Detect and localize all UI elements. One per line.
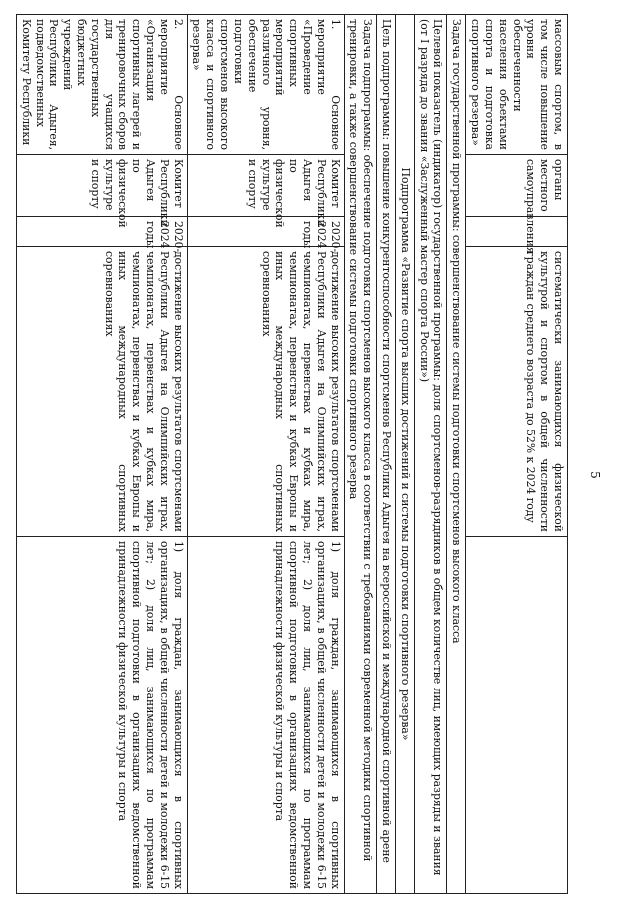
subprogram-goal: Цель подпрограммы: повышение конкурентоспособности спортсменов Республики Адыгея на всероссийской и международной спортивной арене	[377, 15, 396, 894]
cell-indicator	[466, 537, 568, 894]
document-table-container	[20, 14, 568, 894]
cell-executor: органы местного самоуправления	[466, 155, 568, 217]
cell-measure: 2. Основное мероприятие «Организация спортивных лагерей и тренировочных сборов для учащихся государственных бюджетных учреждений Республики Адыгея, подведомственных Комитету Республики	[16, 15, 187, 155]
program-measures-table	[16, 14, 568, 894]
table-row	[344, 15, 377, 894]
cell-period	[466, 217, 568, 247]
state-program-task: Задача государственной программы: совершенствование системы подготовки спортсменов высокого класса	[447, 15, 466, 894]
table-row	[466, 15, 568, 894]
table-row	[187, 15, 344, 894]
cell-measure: массовым спортом, в том числе повышение уровня обеспеченности населения объектами спорта и подготовка спортивного резерва»	[466, 15, 568, 155]
page-number: 5	[587, 471, 602, 479]
table-row	[396, 15, 415, 894]
target-indicator: Целевой показатель (индикатор) государственной программы: доля спортсменов-разрядников в общем количестве лиц, имеющих разряды и звания (от I разряда до звания «Заслуженный мастер спорта России»)	[414, 15, 447, 894]
table-row	[414, 15, 447, 894]
cell-result: достижение высоких результатов спортсменами Республики Адыгея на Олимпийских играх, чемпионатах, первенствах и кубках мира, чемпионатах, первенствах и кубках Европы и иных международных спортивных соревнованиях	[16, 247, 187, 537]
cell-executor: Комитет Республики Адыгея по физической культуре и спорту	[187, 155, 344, 217]
cell-period: 2020-2024 годы	[16, 217, 187, 247]
cell-measure: 1. Основное мероприятие «Проведение спортивных мероприятий различного уровня, обеспечение подготовки спортсменов высокого класса и спортивного резерва»	[187, 15, 344, 155]
cell-result: систематически занимающихся физической культурой и спортом в общей численности граждан среднего возраста до 52% к 2024 году	[466, 247, 568, 537]
table-row	[447, 15, 466, 894]
subprogram-title: Подпрограмма «Развитие спорта высших достижений и системы подготовки спортивного резерва»	[396, 15, 415, 894]
cell-indicator: 1) доля граждан, занимающихся в спортивных организациях, в общей численности детей и молодежи 6-15 лет; 2) доля лиц, занимающихся по программам спортивной подготовки в организациях ведомственной принадлежности физической культуры и спорта	[16, 537, 187, 894]
cell-result: достижение высоких результатов спортсменами Республики Адыгея на Олимпийских играх, чемпионатах, первенствах и кубках мира, чемпионатах, первенствах и кубках Европы и иных международных спортивных соревнованиях	[187, 247, 344, 537]
subprogram-task: Задача подпрограммы: обеспечение подготовки спортсменов высокого класса в соответствии с требованиями современной методики спортивной тренировки, а также совершенствование системы подготовки спортивного резерва	[344, 15, 377, 894]
table-row	[16, 15, 187, 894]
table-row	[377, 15, 396, 894]
cell-executor: Комитет Республики Адыгея по физической культуре и спорту	[16, 155, 187, 217]
cell-indicator: 1) доля граждан, занимающихся в спортивных организациях, в общей численности детей и молодежи 6-15 лет; 2) доля лиц, занимающихся по программам спортивной подготовки в организациях ведомственной принадлежности физической культуры и спорта	[187, 537, 344, 894]
cell-period: 2020-2024 годы	[187, 217, 344, 247]
